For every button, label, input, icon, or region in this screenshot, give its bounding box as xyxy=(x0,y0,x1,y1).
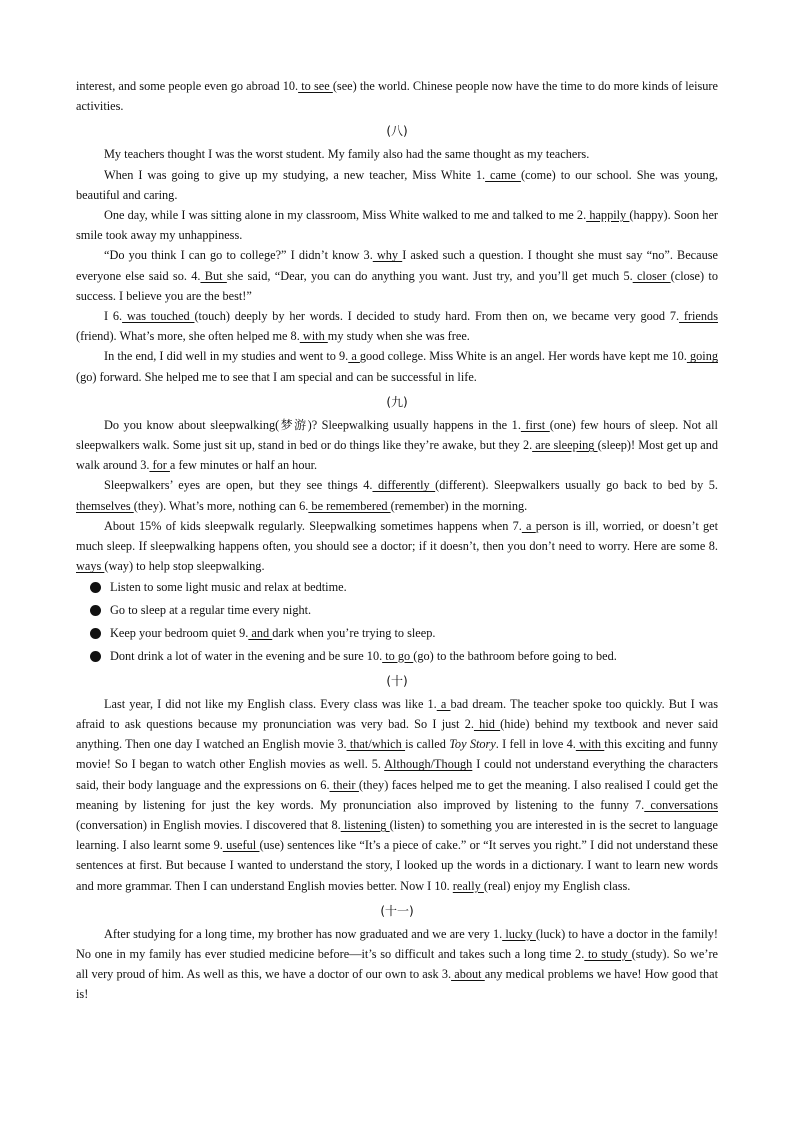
text: (listen) to something you are interested in is the secret to language learning. I also learnt some 9. xyxy=(76,818,718,853)
text: “Do you think I can go to college?” I didn’t know 3. xyxy=(104,248,373,263)
answer-blank: themselves xyxy=(76,498,134,513)
answer-blank: lucky xyxy=(502,926,536,941)
chinese-gloss: 梦游 xyxy=(279,417,308,432)
answer-blank: that/which xyxy=(346,737,406,752)
answer-blank: happily xyxy=(586,208,630,223)
bullet-dot-icon xyxy=(90,605,101,616)
answer-blank: with xyxy=(299,329,328,344)
s8-paragraph-4 xyxy=(76,245,718,306)
section-heading-11: (十一) xyxy=(380,903,414,918)
text: Keep your bedroom quiet 9. xyxy=(110,625,249,640)
text: (they) faces helped me to get the meaning. I also realised I could get the meaning by listening for just the key words. My pronunciation also improved by listening to the funny 7. xyxy=(76,777,718,812)
answer-blank: to go xyxy=(382,648,414,663)
answer-blank: listening xyxy=(340,818,390,832)
text: (see) the world. Chinese people now have the time to do more kinds of leisure activities. xyxy=(76,79,718,114)
text: (hide) behind my textbook and never said anything. Then one day I watched an English movie 3. xyxy=(76,716,718,752)
answer-blank: with xyxy=(575,737,605,752)
text: I 6. xyxy=(104,309,123,324)
text: (friend). What’s more, she often helped me 8. xyxy=(76,329,300,344)
bullet-dot-icon xyxy=(90,651,101,662)
text: she said, “Dear, you can do anything you want. Just try, and you’ll get much 5. xyxy=(226,268,633,283)
answer-blank: But xyxy=(200,268,227,283)
text: (close) to success. I believe you are the best!” xyxy=(76,268,718,303)
bullet-dot-icon xyxy=(90,628,101,639)
text: any medical problems we have! How good that is! xyxy=(76,967,718,1002)
text: Do you know about sleepwalking( xyxy=(104,417,280,432)
text: When I was going to give up my studying, a new teacher, Miss White 1. xyxy=(104,167,486,182)
text: Last year, I did not like my English class. Every class was like 1. xyxy=(104,696,437,711)
text: (they). What’s more, nothing can 6. xyxy=(133,498,309,513)
text: my study when she was free. xyxy=(327,329,470,344)
answer-blank: Although/Though xyxy=(384,757,473,772)
text: (study). So we’re all very proud of him. As well as this, we have a doctor of our own to ask 3. xyxy=(76,947,718,982)
s8-paragraph-2 xyxy=(76,165,718,205)
answer-blank: about xyxy=(451,967,485,982)
answer-blank: was touched xyxy=(122,309,195,324)
answer-blank: conversations xyxy=(644,797,718,812)
answer-blank: and xyxy=(248,625,273,640)
text: (remember) in the morning. xyxy=(390,498,528,513)
text: I asked such a question. I thought she must say “no”. Because everyone else said so. 4. xyxy=(76,248,718,283)
text: . I fell in love 4. xyxy=(495,737,576,752)
answer-blank: why xyxy=(372,248,403,263)
s8-paragraph-1: My teachers thought I was the worst student. My family also had the same thought as my teachers. xyxy=(104,147,590,162)
bullet-item xyxy=(110,577,718,597)
text: person is ill, worried, or doesn’t get much sleep. If sleepwalking happens often, you should see a doctor; if it doesn’t, then you don’t need to worry. Here are some 8. xyxy=(76,518,718,554)
answer-blank: a xyxy=(436,696,451,711)
text: this exciting and funny movie! So I began to watch other English movies as well. 5. xyxy=(76,737,718,772)
answer-blank: for xyxy=(149,458,170,473)
text: interest, and some people even go abroad 10. xyxy=(76,79,299,93)
answer-blank: first xyxy=(520,417,550,432)
text: About 15% of kids sleepwalk regularly. Sleepwalking sometimes happens when 7. xyxy=(104,518,522,533)
text: After studying for a long time, my brother has now graduated and we are very 1. xyxy=(104,926,503,941)
bullet-item xyxy=(110,623,718,643)
paragraph-continued xyxy=(76,76,718,116)
text: (sleep)! Most get up and walk around 3. xyxy=(76,438,718,473)
section-heading-8: (八) xyxy=(386,124,408,139)
bullet-item xyxy=(110,646,718,666)
text: (conversation) in English movies. I discovered that 8. xyxy=(76,818,341,832)
s10-paragraph-1 xyxy=(76,694,718,896)
text: Dont drink a lot of water in the evening and be sure 10. xyxy=(110,648,383,663)
answer-blank: friends xyxy=(679,309,718,324)
s9-paragraph-2 xyxy=(76,475,718,515)
answer-blank: differently xyxy=(372,478,436,493)
text: (different). Sleepwalkers usually go back to bed by 5. xyxy=(435,478,718,493)
answer-blank: ways xyxy=(76,559,105,574)
text: (happy). Soon her smile took away my unhappiness. xyxy=(76,208,718,243)
answer-blank: to see xyxy=(298,79,333,93)
bullet-item xyxy=(110,600,718,620)
text: )? Sleepwalking usually happens in the 1. xyxy=(307,417,521,432)
section-heading-9: (九) xyxy=(386,394,408,409)
text: is called xyxy=(405,737,450,752)
answer-blank: a xyxy=(521,518,536,533)
text: Sleepwalkers’ eyes are open, but they see things 4. xyxy=(104,478,373,493)
answer-blank: really xyxy=(452,878,484,893)
text: In the end, I did well in my studies and went to 9. xyxy=(104,349,349,364)
text: (use) sentences like “It’s a piece of cake.” or “It serves you right.” I did not understand these sentences at first. But because I wanted to understand the story, I looked up the words in a dictionary. I want to learn new words and more grammar. Then I can understand English movies better. Now I 10. xyxy=(76,838,719,893)
text: Listen to some light music and relax at bedtime. xyxy=(110,580,347,595)
text: Go to sleep at a regular time every night. xyxy=(110,603,312,618)
text: good college. Miss White is an angel. Her words have kept me 10. xyxy=(359,349,687,364)
s9-paragraph-1 xyxy=(76,415,718,476)
text: a few minutes or half an hour. xyxy=(169,458,318,473)
s11-paragraph-1 xyxy=(76,924,718,1005)
text: I could not understand everything the characters said, their body language and the expressions on 6. xyxy=(76,757,718,792)
text: (touch) deeply by her words. I decided to study hard. From then on, we became very good 7. xyxy=(194,309,680,324)
section-heading-10: (十) xyxy=(386,673,408,688)
text: (come) to our school. She was young, beautiful and caring. xyxy=(76,167,718,202)
answer-blank: closer xyxy=(632,268,671,283)
answer-blank: going xyxy=(686,349,718,364)
answer-blank: be remembered xyxy=(308,498,391,513)
answer-blank: a xyxy=(348,349,360,364)
s8-paragraph-5 xyxy=(76,306,718,346)
s9-paragraph-3 xyxy=(76,516,718,577)
text: (luck) to have a doctor in the family! No one in my family has ever studied medicine before—it’s so difficult and takes such a long time 2. xyxy=(76,926,718,962)
s8-paragraph-6 xyxy=(76,346,718,386)
movie-title: Toy Story xyxy=(449,737,496,752)
text: (one) few hours of sleep. Not all sleepwalkers walk. Some just sit up, stand in bed or do things like they’re awake, but they 2. xyxy=(76,417,718,453)
text: (way) to help stop sleepwalking. xyxy=(104,559,265,574)
answer-blank: are sleeping xyxy=(532,438,598,453)
text: bad dream. The teacher spoke too quickly. But I was afraid to ask questions because my pronunciation was very bad. So I just 2. xyxy=(76,696,719,731)
answer-blank: their xyxy=(329,777,359,792)
bullet-dot-icon xyxy=(90,582,101,593)
answer-blank: useful xyxy=(222,838,260,853)
text: (go) forward. She helped me to see that I am special and can be successful in life. xyxy=(76,369,477,384)
text: (go) to the bathroom before going to bed. xyxy=(413,648,617,663)
text: (real) enjoy my English class. xyxy=(483,878,631,893)
answer-blank: hid xyxy=(473,716,501,731)
answer-blank: to study xyxy=(584,947,632,962)
text: One day, while I was sitting alone in my classroom, Miss White walked to me and talked to me 2. xyxy=(104,208,587,223)
answer-blank: came xyxy=(485,167,521,182)
s8-paragraph-3 xyxy=(76,205,718,245)
text: dark when you’re trying to sleep. xyxy=(272,625,436,640)
